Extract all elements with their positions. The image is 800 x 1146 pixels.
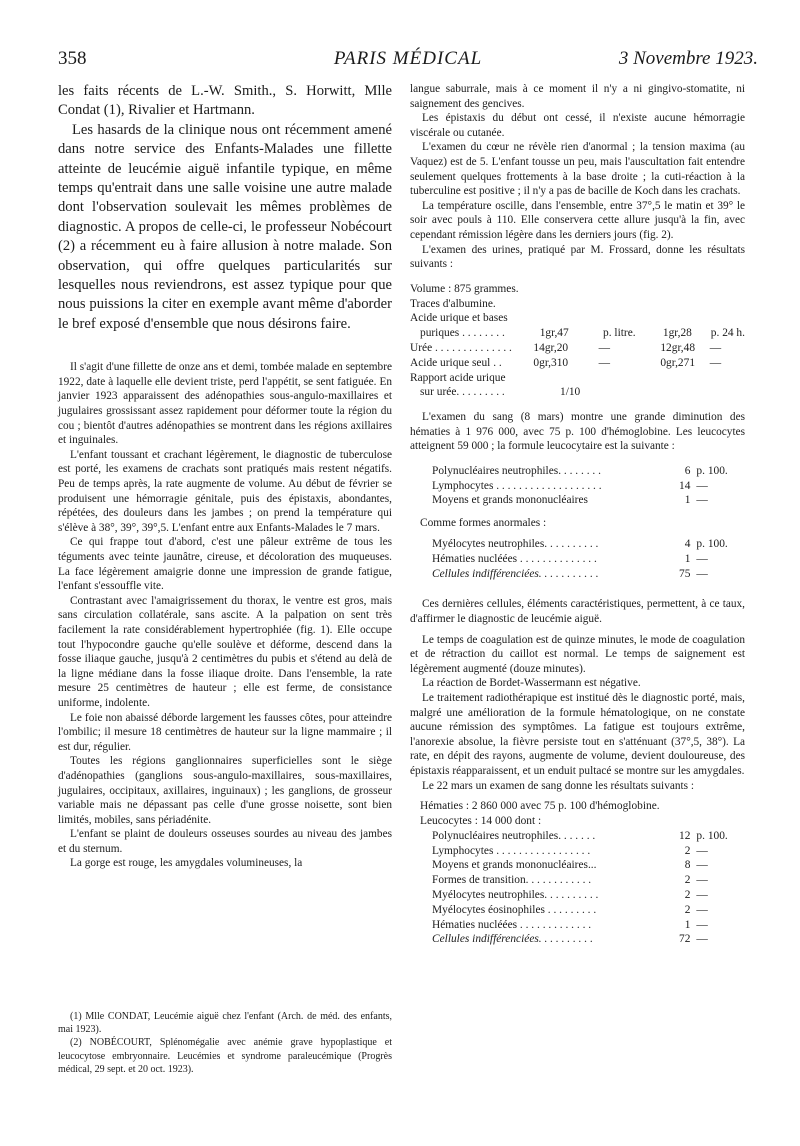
table-row: Lymphocytes . . . . . . . . . . . . . . . . . 2 — (432, 844, 708, 857)
right-paragraph-11: Le 22 mars un examen de sang donne les résultats suivants : (422, 779, 695, 792)
table-row: Myélocytes neutrophiles. . . . . . . . . . 4 p. 100. (432, 538, 728, 551)
table-row: Polynucléaires neutrophiles. . . . . . . . 6 p. 100. (432, 464, 728, 477)
right-paragraph-8: Le temps de coagulation est de quinze minutes, le mode de coagulation et de rétraction du caillot est normal. Le temps de saignement est légèrement augmenté (douze minutes). (410, 633, 745, 675)
right-paragraph-7: Ces dernières cellules, éléments caractéristiques, permettent, à ce taux, d'affirmer le diagnostic de leucémie aiguë. (410, 598, 745, 626)
table-row: Volume : 875 grammes. (410, 282, 519, 295)
table-row: Rapport acide urique (410, 371, 506, 384)
urine-table (410, 282, 745, 400)
right-paragraph-5: L'examen des urines, pratiqué par M. Frossard, donne les résultats suivants : (410, 243, 745, 271)
observation-paragraph-5: Le foie non abaissé déborde largement les fausses côtes, pour atteindre l'ombilic; il mesure 18 centimètres de hauteur sur la ligne mammaire ; il est dur, régulier. (58, 711, 392, 753)
hematies-line: Hématies : 2 860 000 avec 75 p. 100 d'hémoglobine. (420, 800, 660, 813)
right-paragraph-2: Les épistaxis du début ont cessé, il n'existe aucune hémorragie viscérale ou cutanée. (410, 112, 745, 139)
table-row: Acide urique et bases (410, 312, 508, 325)
table-row: Myélocytes neutrophiles. . . . . . . . . . 2 — (432, 888, 708, 901)
table-row: Hématies nucléées . . . . . . . . . . . . . . 1 — (432, 552, 708, 565)
table-row: Cellules indifférenciées. . . . . . . . . . 72 — (432, 933, 708, 946)
footnote-2: (2) NOBÉCOURT, Splénomégalie avec anémie grave hypoplastique et leucocytose embryonnaire. Leucémies et syndrome paraleucémique (Progrès médical, 29 sept. et 20 oct. 1923). (58, 1037, 392, 1075)
right-column (410, 82, 745, 947)
observation-paragraph-6: Toutes les régions ganglionnaires superficielles sont le siège d'adénopathies (ganglions sous-angulo-maxillaires, sous-maxillaires, jugulaires, occipitaux, axillaires, inguinaux) ; les ganglions, de grosseur variable mais ne dépassant pas celle d'une grosse noisette, sont bien limités, mobiles, sans périadénite. (58, 755, 392, 826)
leucocytes-line: Leucocytes : 14 000 dont : (420, 814, 542, 827)
page-number: 358 (58, 48, 87, 69)
right-paragraph-1: langue saburrale, mais à ce moment il n'y a ni gingivo-stomatite, ni saignement des gencives. (410, 83, 745, 110)
journal-title: PARIS MÉDICAL (333, 48, 483, 69)
observation-paragraph-8: La gorge est rouge, les amygdales volumineuses, la (70, 857, 303, 870)
observation-paragraph-2: L'enfant toussant et crachant légèrement, le diagnostic de tuberculose est porté, les examens de crachats sont pratiqués mais restent négatifs. Peu de temps après, la rate augmente de volume. Au début de février se produisent une hémorragie génitale, puis des épistaxis, abondantes, répétées, des douleurs dans les jambes ; on prend la température qui s'élève à 38°, 39°, 39°,5. L'enfant entre aux Enfants-Malades le 7 mars. (58, 448, 392, 534)
table-subheading: Comme formes anormales : (420, 517, 547, 530)
intro-paragraph: Les hasards de la clinique nous ont récemment amené dans notre service des Enfants-Malades une fillette atteinte de leucémie aiguë infantile typique, en même temps qu'entrait dans une salle voisine une autre malade dont l'observation soulevait les mêmes problèmes de diagnostic. A propos de celle-ci, le professeur Nobécourt (2) a récemment eu à faire allusion à notre malade. Son observation, qui offre quelques particularités sur lesquelles nous reviendrons, est assez typique pour que nous puissions la citer en exemple avant même d'aborder le bref exposé d'ensemble que nous désirons faire. (58, 121, 392, 332)
observation-paragraph-3: Ce qui frappe tout d'abord, c'est une pâleur extrême de tous les téguments avec teinte jaunâtre, cireuse, et décoloration des muqueuses. La face légèrement amaigrie donne une impression de grande fatigue, l'enfant s'essouffle vite. (58, 536, 392, 593)
right-paragraph-10: Le traitement radiothérapique est institué dès le diagnostic porté, mais, malgré une amélioration de la formule hématologique, on ne constate aucune rémission des symptômes. La fatigue est toujours extrême, l'anorexie absolue, la fièvre persiste tout en s'atténuant (37°,5, 38°). La rate, en dépit des rayons, augmente de volume, devient douloureuse, des épistaxis réapparaissent, et un enduit pultacé se montre sur les amygdales. (410, 692, 745, 777)
second-blood-exam-table (410, 799, 745, 947)
blood-exam-paragraph: L'examen du sang (8 mars) montre une grande diminution des hématies à 1 976 000, avec 75 p. 100 d'hémoglobine. Les leucocytes atteignent 59 000 ; la formule leucocytaire est la suivante : (410, 411, 745, 453)
table-row: Polynucléaires neutrophiles. . . . . . . 12 p. 100. (432, 829, 728, 842)
observation-paragraph-1: Il s'agit d'une fillette de onze ans et demi, tombée malade en septembre 1922, date à laquelle elle devient triste, perd l'appétit, se sent fatiguée. En janvier 1923 apparaissent des adénopathies sous-angulo-maxillaires et jugulaires grossissant assez rapidement pour déformer toute la région du cou ; bientôt d'autres adénopathies se montrent dans les régions axillaires et inguinales. (58, 361, 392, 447)
table-row: sur urée. . . . . . . . . 1/10 (420, 386, 581, 399)
table-row: Acide urique seul . . 0gr,310 — 0gr,271 — (410, 356, 722, 369)
table-row: Myélocytes éosinophiles . . . . . . . . . 2 — (432, 903, 708, 916)
right-paragraph-9: La réaction de Bordet-Wassermann est négative. (422, 677, 641, 690)
table-row: Moyens et grands mononucléaires... 8 — (432, 859, 708, 872)
issue-date: 3 Novembre 1923. (618, 48, 758, 69)
footnote-1: (1) Mlle CONDAT, Leucémie aiguë chez l'enfant (Arch. de méd. des enfants, mai 1923). (58, 1011, 392, 1036)
right-paragraph-4: La température oscille, dans l'ensemble, entre 37°,5 le matin et 39° le soir avec pouls à 110. Elle conservera cette allure jusqu'à la fin, avec cependant rémission légère dans les derniers jours (fig. 2). (410, 199, 745, 241)
intro-continuation: les faits récents de L.-W. Smith., S. Horwitt, Mlle Condat (1), Rivalier et Hartmann. (58, 83, 392, 119)
table-row: Lymphocytes . . . . . . . . . . . . . . . . . . . 14 — (432, 479, 708, 492)
page-header (58, 48, 758, 78)
table-row: puriques . . . . . . . . 1gr,47 p. litre. 1gr,28 p. 24 h. (420, 327, 745, 340)
table-row: Hématies nucléées . . . . . . . . . . . . . 1 — (432, 918, 708, 931)
leukocyte-formula-table (410, 464, 745, 582)
table-row: Cellules indifférenciées. . . . . . . . . . . 75 — (432, 567, 708, 580)
table-row: Traces d'albumine. (410, 297, 496, 310)
footnotes (58, 1010, 392, 1076)
observation-paragraph-4: Contrastant avec l'amaigrissement du thorax, le ventre est gros, mais sans circulation collatérale, sans ascite. A la palpation on sent très facilement la rate considérablement hypertrophiée (fig. 1). Elle occupe tout l'hypocondre gauche qu'elle soulève et déforme, descend dans la fosse iliaque gauche, jusqu'à 2 centimètres du pubis et s'étend au delà de la ligne médiane dans la fosse iliaque droite. Dans l'ensemble, la rate mesure 25 centimètres de hauteur ; elle est ferme, de consistance uniforme, indolente. (58, 594, 392, 709)
observation-paragraph-7: L'enfant se plaint de douleurs osseuses sourdes au niveau des jambes et du sternum. (58, 828, 392, 855)
right-paragraph-3: L'examen du cœur ne révèle rien d'anormal ; la tension maxima (au Vaquez) est de 5. L'enfant tousse un peu, mais l'auscultation fait entendre seulement quelques frottements à la base droite ; la cuti-réaction à la tuberculine est positive ; il n'y a pas de bacille de Koch dans les crachats. (410, 141, 745, 198)
table-row: Moyens et grands mononucléaires 1 — (432, 494, 708, 507)
table-row: Urée . . . . . . . . . . . . . . 14gr,20 — 12gr,48 — (410, 341, 722, 354)
table-row: Formes de transition. . . . . . . . . . . . 2 — (432, 874, 708, 887)
left-column (58, 82, 392, 871)
